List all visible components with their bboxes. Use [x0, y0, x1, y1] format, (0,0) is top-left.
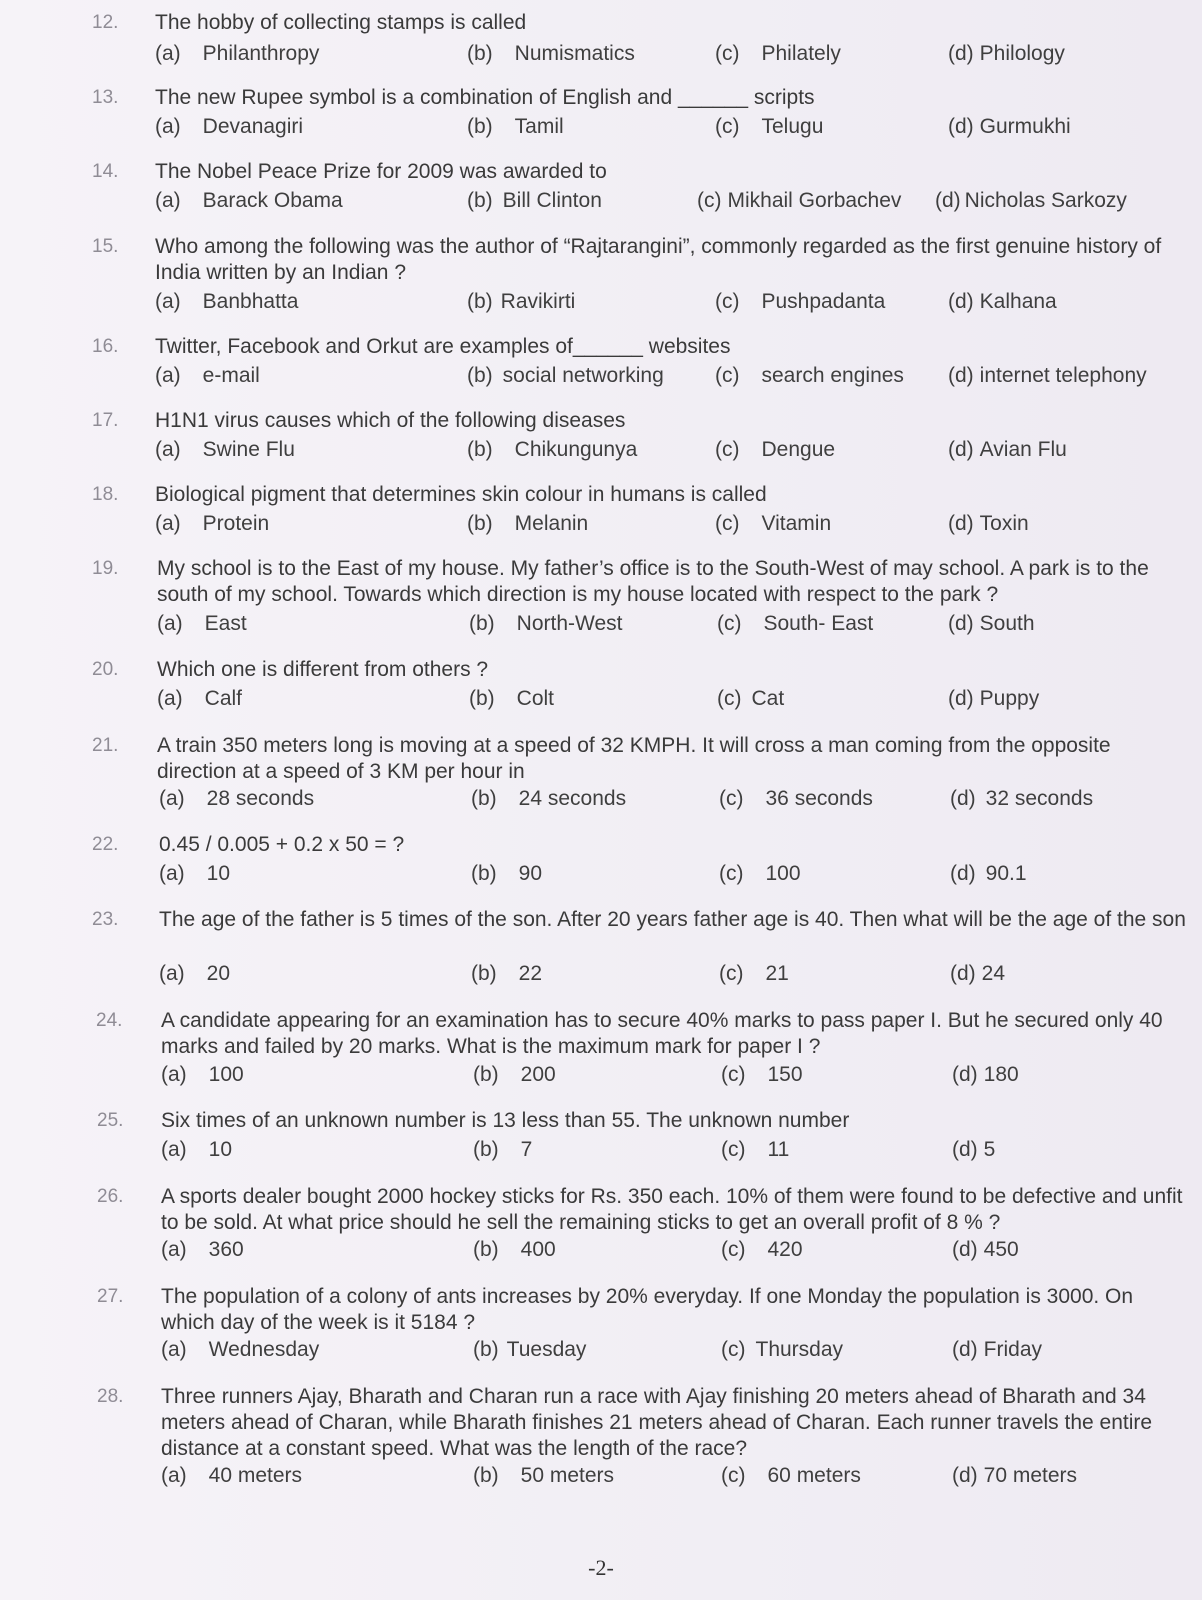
option-d: (d) Toxin	[948, 512, 1029, 535]
option-d: (d) 450	[952, 1238, 1019, 1261]
option-a: (a) Protein	[155, 512, 270, 535]
option-d: (d) Kalhana	[948, 290, 1057, 313]
question-number: 16.	[92, 336, 119, 357]
option-a: (a) 28 seconds	[159, 787, 315, 810]
option-d: (d) Philology	[948, 42, 1065, 65]
option-d: (d) 70 meters	[952, 1464, 1078, 1487]
option-b: (b) 22	[471, 962, 543, 985]
option-c: (c) 21	[719, 962, 789, 985]
option-c: (c) 60 meters	[721, 1464, 861, 1487]
option-b: (b) Ravikirti	[467, 290, 576, 313]
option-a: (a) 100	[161, 1063, 244, 1086]
option-b: (b) Tamil	[467, 115, 564, 138]
option-b: (b) social networking	[467, 364, 664, 387]
question-number: 28.	[97, 1386, 124, 1407]
option-d: (d) 5	[952, 1138, 996, 1161]
option-d: (d) South	[948, 612, 1035, 635]
option-c: (c) Cat	[717, 687, 785, 710]
option-a: (a) 10	[159, 862, 231, 885]
option-c: (c) Philately	[715, 42, 841, 65]
option-a: (a) Devanagiri	[155, 115, 304, 138]
option-a: (a) Calf	[157, 687, 243, 710]
option-c: (c) 100	[719, 862, 801, 885]
question-text: The hobby of collecting stamps is called	[155, 11, 527, 34]
option-a: (a) East	[157, 612, 247, 635]
option-b: (b) 400	[473, 1238, 556, 1261]
option-b: (b) 90	[471, 862, 543, 885]
question-number: 26.	[97, 1186, 124, 1207]
option-c: (c) Telugu	[715, 115, 824, 138]
option-a: (a) Banbhatta	[155, 290, 299, 313]
option-c: (c) 36 seconds	[719, 787, 873, 810]
option-d: (d) 90.1	[950, 862, 1027, 885]
option-b: (b) North-West	[469, 612, 623, 635]
question-text: H1N1 virus causes which of the following diseases	[155, 409, 626, 432]
option-d: (d) Nicholas Sarkozy	[935, 189, 1127, 212]
question-text: The Nobel Peace Prize for 2009 was awarded to	[155, 160, 607, 183]
question-number: 24.	[96, 1010, 123, 1031]
question-text: Which one is different from others ?	[157, 658, 489, 681]
question-text: The new Rupee symbol is a combination of English and ______ scripts	[155, 86, 815, 109]
option-c: (c) 420	[721, 1238, 803, 1261]
option-b: (b) Colt	[469, 687, 555, 710]
question-number: 17.	[92, 410, 119, 431]
option-a: (a) Barack Obama	[155, 189, 343, 212]
option-a: (a) 360	[161, 1238, 244, 1261]
question-number: 25.	[97, 1110, 124, 1131]
option-b: (b) Tuesday	[473, 1338, 587, 1361]
option-a: (a) Philanthropy	[155, 42, 320, 65]
option-c: (c) Pushpadanta	[715, 290, 886, 313]
option-a: (a) Wednesday	[161, 1338, 320, 1361]
question-number: 18.	[92, 484, 119, 505]
option-c: (c) Thursday	[721, 1338, 844, 1361]
question-text: The population of a colony of ants increases by 20% everyday. If one Monday the population is 3000. On which day of the week is it 5184 ?	[161, 1285, 1134, 1334]
question-number: 12.	[92, 12, 119, 33]
question-text: A candidate appearing for an examination has to secure 40% marks to pass paper I. But he secured only 40 marks and failed by 20 marks. What is the maximum mark for paper I ?	[161, 1009, 1163, 1058]
question-text: Three runners Ajay, Bharath and Charan run a race with Ajay finishing 20 meters ahead of Bharath and 34 meters ahead of Charan, while Bharath finishes 21 meters ahead of Charan. Each runner travels the entire distance at a constant speed. What was the length of the race?	[161, 1385, 1153, 1460]
question-text: Biological pigment that determines skin colour in humans is called	[155, 483, 767, 506]
question-text: A sports dealer bought 2000 hockey sticks for Rs. 350 each. 10% of them were found to be defective and unfit to be sold. At what price should he sell the remaining sticks to get an overall profit of 8 % ?	[161, 1185, 1183, 1234]
option-a: (a) 40 meters	[161, 1464, 303, 1487]
option-d: (d) 24	[950, 962, 1006, 985]
option-d: (d) Puppy	[948, 687, 1040, 710]
option-b: (b) 24 seconds	[471, 787, 627, 810]
question-number: 22.	[92, 834, 119, 855]
question-number: 19.	[92, 558, 119, 579]
question-text: Who among the following was the author of “Rajtarangini”, commonly regarded as the first genuine history of India written by an Indian ?	[155, 235, 1162, 284]
option-c: (c) Vitamin	[715, 512, 832, 535]
option-b: (b) 50 meters	[473, 1464, 615, 1487]
question-number: 15.	[92, 236, 119, 257]
question-number: 20.	[92, 659, 119, 680]
option-c: (c) Dengue	[715, 438, 836, 461]
question-number: 14.	[92, 161, 119, 182]
option-d: (d) Avian Flu	[948, 438, 1067, 461]
option-b: (b) Chikungunya	[467, 438, 638, 461]
option-c: (c) Mikhail Gorbachev	[697, 189, 902, 212]
option-a: (a) e-mail	[155, 364, 260, 387]
question-number: 23.	[92, 909, 119, 930]
option-d: (d) 32 seconds	[950, 787, 1094, 810]
question-number: 27.	[97, 1286, 124, 1307]
option-b: (b) 200	[473, 1063, 556, 1086]
question-text: 0.45 / 0.005 + 0.2 x 50 = ?	[159, 833, 405, 856]
option-c: (c) 150	[721, 1063, 803, 1086]
option-b: (b) Melanin	[467, 512, 589, 535]
question-number: 21.	[92, 735, 119, 756]
option-b: (b) Bill Clinton	[467, 189, 602, 212]
option-d: (d) internet telephony	[948, 364, 1147, 387]
page-number: -2-	[588, 1555, 614, 1580]
option-a: (a) Swine Flu	[155, 438, 295, 461]
option-c: (c) 11	[721, 1138, 790, 1161]
option-c: (c) search engines	[715, 364, 904, 387]
option-d: (d) 180	[952, 1063, 1019, 1086]
question-text: My school is to the East of my house. My father’s office is to the South-West of may school. A park is to the south of my school. Towards which direction is my house located with respect to the park ?	[157, 557, 1149, 606]
question-number: 13.	[92, 87, 119, 108]
option-d: (d) Friday	[952, 1338, 1043, 1361]
question-text: A train 350 meters long is moving at a speed of 32 KMPH. It will cross a man coming from the opposite direction at a speed of 3 KM per hour in	[157, 734, 1111, 783]
question-text: Twitter, Facebook and Orkut are examples of______ websites	[155, 335, 731, 358]
question-text: Six times of an unknown number is 13 less than 55. The unknown number	[161, 1109, 850, 1132]
option-d: (d) Gurmukhi	[948, 115, 1071, 138]
option-b: (b) 7	[473, 1138, 533, 1161]
option-a: (a) 20	[159, 962, 231, 985]
option-b: (b) Numismatics	[467, 42, 635, 65]
question-text: The age of the father is 5 times of the son. After 20 years father age is 40. Then what will be the age of the son	[159, 908, 1186, 931]
option-a: (a) 10	[161, 1138, 233, 1161]
option-c: (c) South- East	[717, 612, 874, 635]
